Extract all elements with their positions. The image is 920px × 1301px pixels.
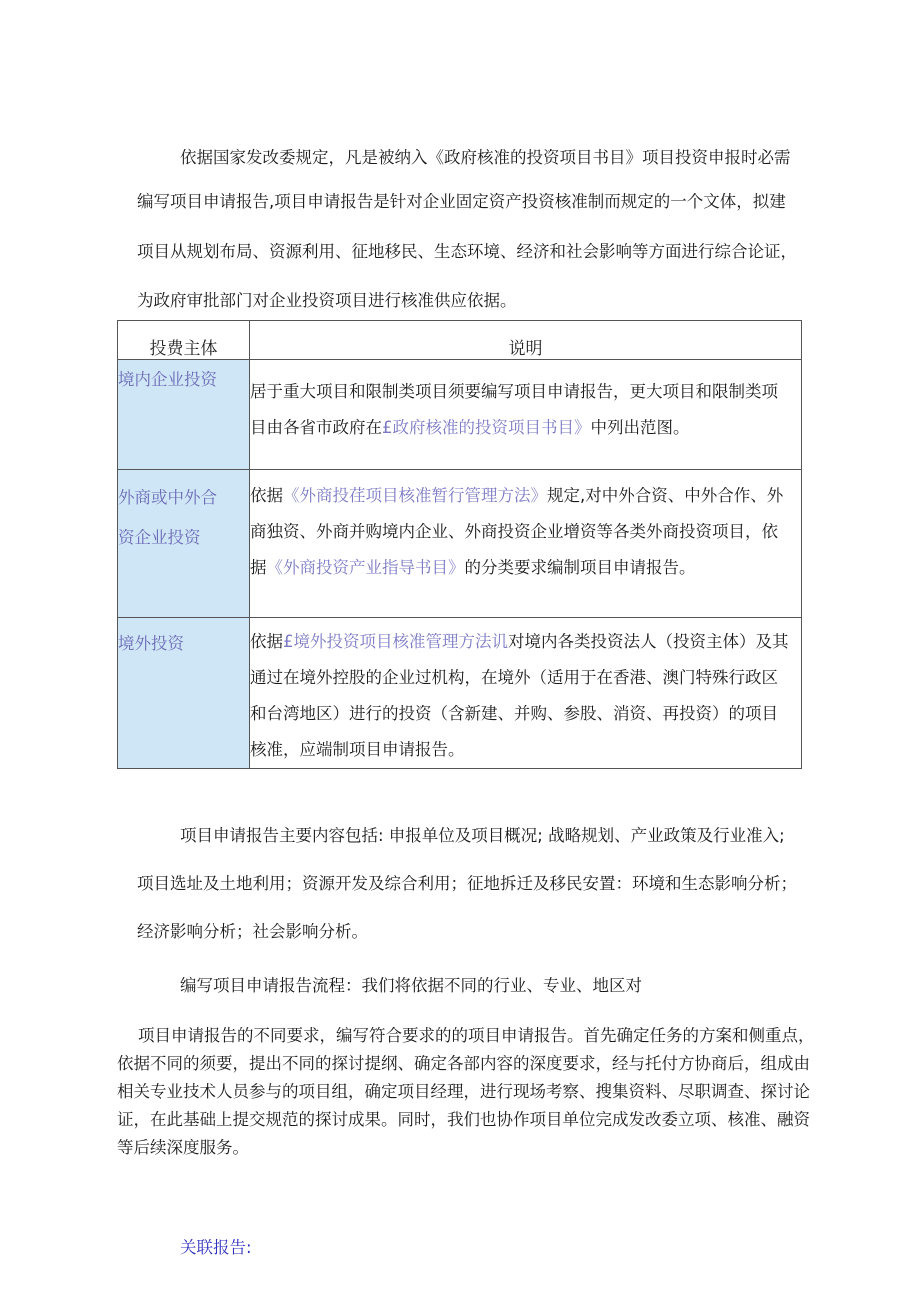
- table-header-row: [118, 321, 802, 360]
- doc-link[interactable]: £境外投资项目核准管理方法讥: [283, 632, 508, 651]
- description-line: 目由各省市政府在£政府核准的投资项目书目》中列出范图。: [250, 418, 690, 437]
- subject-text: 境外投资: [118, 634, 184, 653]
- table-row: [118, 470, 802, 618]
- description-line: 据《外商投资产业指导书目》的分类要求编制项目申请报告。: [250, 558, 696, 577]
- doc-link[interactable]: 《外商投荏项目核准暂行管理方法》: [283, 486, 547, 505]
- description-line: 核准，应端制项目申请报告。: [250, 740, 465, 759]
- description-line: 依据《外商投荏项目核准暂行管理方法》规定,对中外合资、中外合作、外: [250, 486, 784, 505]
- doc-link[interactable]: £政府核准的投资项目书目》: [382, 418, 591, 437]
- subject-cell: [118, 360, 250, 470]
- subject-text: 境内企业投资: [118, 370, 217, 389]
- table-row: [118, 360, 802, 470]
- subject-cell: [118, 618, 250, 769]
- content-line-3: 经济影响分析；社会影响分析。: [137, 922, 368, 941]
- intro-line-2: 编写项目申请报告,项目申请报告是针对企业固定资产投资核准制而规定的一个文体，拟建: [137, 192, 786, 211]
- description-cell: [250, 470, 802, 618]
- content-line-2: 项目选址及土地利用；资源开发及综合利用；征地拆迁及移民安置：环境和生态影响分析；: [137, 874, 797, 893]
- content-line-1: 项目申请报告主要内容包括: 申报单位及项目概况; 战略规划、产业政策及行业准入;: [180, 826, 785, 845]
- subject-text: 资企业投资: [118, 528, 201, 547]
- intro-line-3: 项目从规划布局、资源利用、征地移民、生态环境、经济和社会影响等方面进行综合论证，: [137, 242, 797, 261]
- description-line: 通过在境外控股的企业过机构，在境外（适用于在香港、澳门特殊行政区: [250, 668, 778, 687]
- header-description: 说明: [250, 321, 802, 360]
- description-cell: [250, 618, 802, 769]
- header-subject: 投费主体: [118, 321, 250, 360]
- description-cell: [250, 360, 802, 470]
- related-reports-heading: 关联报告:: [180, 1238, 252, 1257]
- description-line: 和台湾地区）进行的投资（含新建、并购、参股、消资、再投资）的项目: [250, 704, 778, 723]
- description-line: 居于重大项目和限制类项目须要编写项目申请报告，更大项目和限制类项: [250, 382, 778, 401]
- process-line-1: 编写项目申请报告流程：我们将依据不同的行业、专业、地区对: [180, 976, 642, 995]
- process-paragraph: 项目申请报告的不同要求，编写符合要求的的项目申请报告。首先确定任务的方案和侧重点，依据不同的须要，提出不同的探讨提纲、确定各部内容的深度要求，经与托付方协商后，组成由相关专业技术人员参与的项目组，确定项目经理，进行现场考察、搜集资料、尽职调查、探讨论证，在此基础上提交规范的探讨成果。同时，我们也协作项目单位完成发改委立项、核准、融资等后续深度服务。: [117, 1026, 815, 1157]
- intro-line-4: 为政府审批部门对企业投资项目进行核准供应依据。: [137, 291, 517, 310]
- table-row: [118, 618, 802, 769]
- description-line: 依据£境外投资项目核准管理方法讥对境内各类投资法人（投资主体）及其: [250, 632, 789, 651]
- doc-link[interactable]: 《外商投资产业指导书目》: [266, 558, 465, 577]
- subject-text: 外商或中外合: [118, 488, 217, 507]
- description-line: 商独资、外商并购境内企业、外商投资企业增资等各类外商投资项目，依: [250, 522, 778, 541]
- investment-table: [117, 320, 802, 769]
- subject-cell: [118, 470, 250, 618]
- intro-line-1: 依据国家发改委规定，凡是被纳入《政府核准的投资项目书目》项目投资申报时必需: [180, 148, 791, 167]
